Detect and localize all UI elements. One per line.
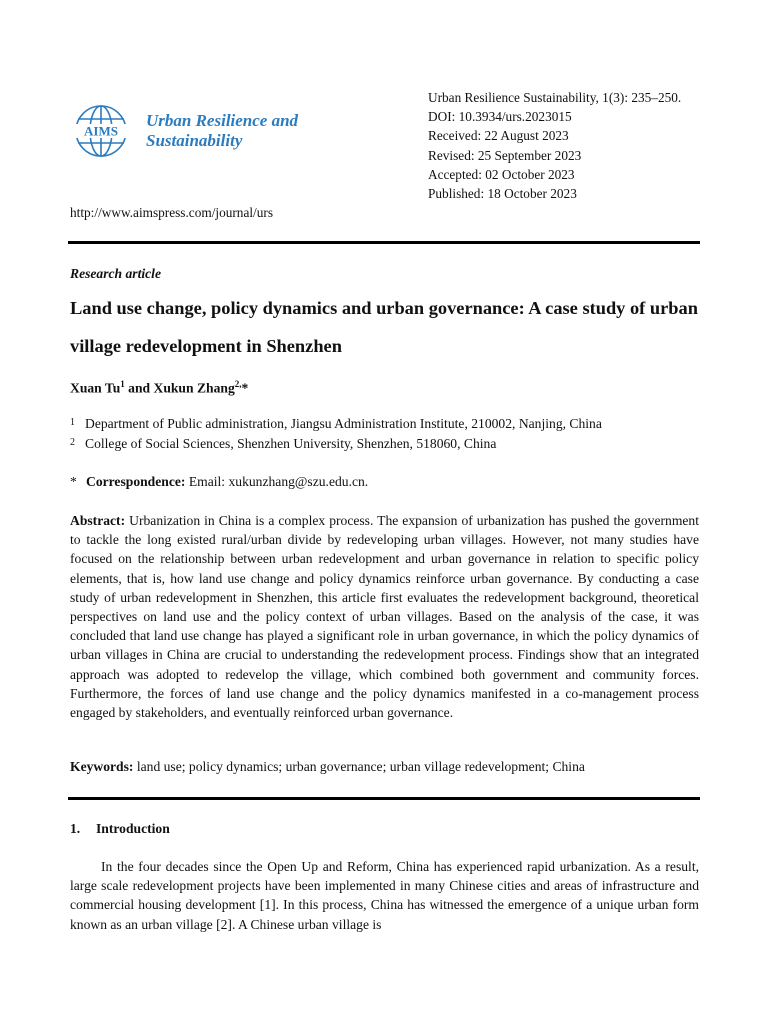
article-title: Land use change, policy dynamics and urban governance: A case study of urban village redevelopment in Shenzhen xyxy=(70,298,698,356)
article-type: Research article xyxy=(70,266,161,281)
top-divider xyxy=(68,241,700,244)
section-number: 1. xyxy=(70,821,81,836)
journal-name[interactable] xyxy=(146,111,298,151)
correspondence-star: * xyxy=(70,474,77,489)
affiliation-number: 1 xyxy=(70,417,75,428)
author-separator: and xyxy=(124,380,154,396)
abstract-text: Urbanization in China is a complex process. The expansion of urbanization has pushed the government to tackle the long existed rural/urban divide by redeveloping urban villages. However, not many studies have focused on the relationship between urban redevelopment and urban governance in relation to specific policy elements, that is, how land use change and policy dynamics reinforce urban governance. By conducting a case study of urban redevelopment in Shenzhen, this article first evaluates the redevelopment background, theoretical perspectives on land use and the policy context of urban villages. Based on the analysis of the case, it was concluded that land use change has played a significant role in urban governance, in which the policy dynamics of urban villages in China are crucial to understanding the redevelopment process. Findings show that an integrated approach was adopted to redevelop the village, which combined both government and community forces. Furthermore, the forces of land use change and the policy dynamics manifested in a co-management process engaged by stakeholders, and eventually reinforced urban governance. xyxy=(70,513,699,721)
keywords-label: Keywords: xyxy=(70,759,134,774)
bottom-divider xyxy=(68,797,700,800)
keywords xyxy=(70,759,585,775)
keywords-text: land use; policy dynamics; urban governance; urban village redevelopment; China xyxy=(133,759,585,774)
corresponding-star: * xyxy=(241,380,249,396)
journal-name-line1: Urban Resilience and xyxy=(146,111,299,130)
journal-name-line2: Sustainability xyxy=(146,131,243,150)
section-title: Introduction xyxy=(96,821,170,836)
author-1-affil: 1 xyxy=(120,379,125,389)
publication-meta xyxy=(428,88,681,203)
abstract-label: Abstract: xyxy=(70,513,126,528)
introduction-paragraph: In the four decades since the Open Up and Reform, China has experienced rapid urbanization. As a result, large scale redevelopment projects have been implemented in many Chinese cities and areas of infrastructure and commercial housing development [1]. In this process, China has witnessed the emergence of a unique urban form known as an urban village [2]. A Chinese urban village is xyxy=(70,859,699,932)
correspondence xyxy=(70,474,368,490)
aims-logo xyxy=(72,104,130,158)
author-1: Xuan Tu xyxy=(70,380,121,396)
published-date: Published: 18 October 2023 xyxy=(428,186,577,202)
author-list xyxy=(70,379,248,397)
accepted-date: Accepted: 02 October 2023 xyxy=(428,166,575,182)
journal-url[interactable]: http://www.aimspress.com/journal/urs xyxy=(70,205,273,220)
correspondence-label: Correspondence: xyxy=(86,474,186,489)
revised-date: Revised: 25 September 2023 xyxy=(428,147,582,163)
affiliation-2 xyxy=(70,436,496,452)
abstract xyxy=(70,511,699,722)
logo-text: AIMS xyxy=(84,123,118,139)
doi[interactable]: DOI: 10.3934/urs.2023015 xyxy=(428,109,572,125)
affiliation-text: Department of Public administration, Jiangsu Administration Institute, 210002, Nanjing, China xyxy=(85,416,602,431)
affiliation-1 xyxy=(70,416,602,432)
author-2: Xukun Zhang xyxy=(153,380,235,396)
received-date: Received: 22 August 2023 xyxy=(428,128,569,144)
section-heading xyxy=(70,821,170,837)
affiliation-text: College of Social Sciences, Shenzhen University, Shenzhen, 518060, China xyxy=(85,436,497,451)
affiliation-number: 2 xyxy=(70,437,75,448)
correspondence-email[interactable]: Email: xukunzhang@szu.edu.cn. xyxy=(185,474,369,489)
citation: Urban Resilience Sustainability, 1(3): 235–250. xyxy=(428,90,682,105)
author-2-affil: 2, xyxy=(234,379,242,389)
